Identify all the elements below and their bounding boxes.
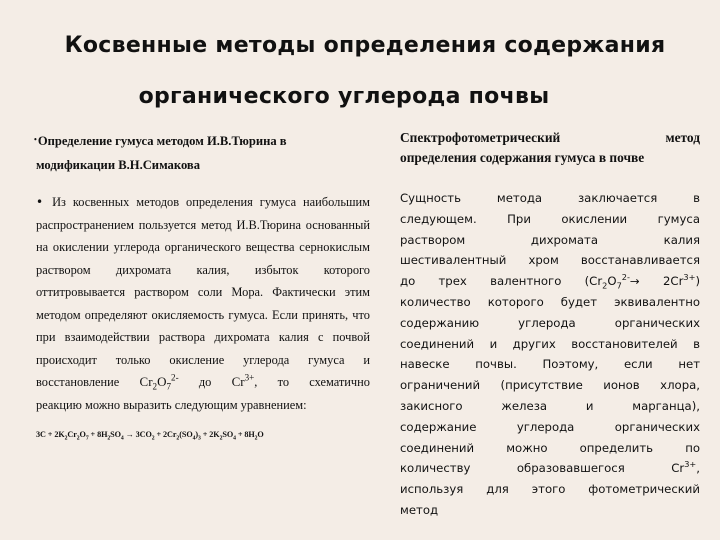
left-line-1: Из косвенных методов определения гумуса (52, 195, 297, 209)
left-line-7: Фактически этим методом определяют (36, 285, 370, 322)
left-line-2: наибольшим распространением пользуется метод (36, 195, 370, 232)
right-line-3: раствором дихромата калия (400, 232, 700, 247)
right-line-12: содержание углерода органических (400, 419, 700, 434)
formula-reduction: $(Cr_2O_7^{2-}\to 2Cr^{3+})$ (584, 272, 700, 291)
left-body-text (36, 191, 370, 416)
heading-bullet: • (34, 135, 37, 144)
left-line-8: окисляемость гумуса. Если принять, что при (36, 307, 370, 344)
right-line-11: закисного железа и марганца), (400, 398, 700, 413)
left-line-3: И.В.Тюрина основанный на окислении углерода (36, 217, 370, 254)
right-heading (400, 128, 700, 168)
right-line-8: соединений и других восстановителей в (400, 336, 700, 351)
left-line-4: органического вещества сернокислым раствором (36, 240, 370, 277)
right-line-6: количество которого будет эквивалентно (400, 294, 700, 309)
right-line-5 (400, 271, 700, 292)
right-heading-line-1: Спектрофотометрический метод (400, 130, 700, 145)
left-line-12: реакцию можно выразить следующим уравнением: (36, 397, 307, 412)
reaction-equation: $3С + 2K_2Cr_2O_7 + 8H_2SO_4 \to 3СO_2 + 2Cr_2(SO_4)_3 + 2K_2SO_4 + 8H_2O$ (36, 430, 264, 442)
right-line-7: содержанию углерода органических (400, 315, 700, 330)
right-line-2: следующем. При окислении гумуса (400, 211, 700, 226)
right-column (400, 128, 700, 521)
right-line-10: ограничений (присутствие ионов хлора, (400, 378, 700, 393)
left-line-11c: , то схематично (254, 375, 370, 389)
right-line-13: соединений можно определить по (400, 440, 700, 455)
left-heading-line-2: модификации В.Н.Симакова (36, 158, 201, 172)
slide-title-line-2: органического углерода почвы (138, 84, 550, 109)
left-line-9: взаимодействии раствора дихромата калия с почвой (64, 330, 370, 344)
formula-chromium-3-right: $Cr^{3+}$, (671, 459, 700, 476)
right-line-9: навеске почвы. Поэтому, если нет (400, 357, 700, 372)
left-line-11b: до (198, 375, 212, 389)
right-line-5-text: до трех валентного (400, 274, 562, 289)
right-body-text (400, 188, 700, 521)
right-line-14 (400, 458, 700, 479)
right-line-16: метод (400, 502, 439, 517)
formula-dichromate: $Cr_2O_7^{2-}$ (139, 372, 179, 392)
right-line-1: Сущность метода заключается в (400, 191, 700, 205)
right-line-15: используя для этого фотометрический (400, 482, 700, 497)
left-line-5: дихромата калия, избыток которого (115, 262, 370, 277)
right-line-14-text: количеству образовавшегося (400, 461, 625, 476)
left-heading-line-1: Определение гумуса методом И.В.Тюрина в (37, 134, 287, 148)
slide-title-line-1: Косвенные методы определения содержания (64, 33, 666, 58)
left-line-6: оттитровывается раствором соли Мора. (36, 285, 264, 299)
right-line-4: шестивалентный хром восстанавливается (400, 253, 700, 268)
paragraph-bullet: • (36, 195, 44, 209)
left-column (34, 128, 370, 442)
formula-chromium-3: $Cr^{3+}$ (231, 372, 255, 389)
right-heading-line-2: определения содержания гумуса в почве (400, 150, 645, 165)
left-heading (36, 128, 370, 177)
left-line-10: происходит только окисление углерода гумуса и (36, 352, 370, 367)
left-line-11a: восстановление (36, 375, 120, 389)
